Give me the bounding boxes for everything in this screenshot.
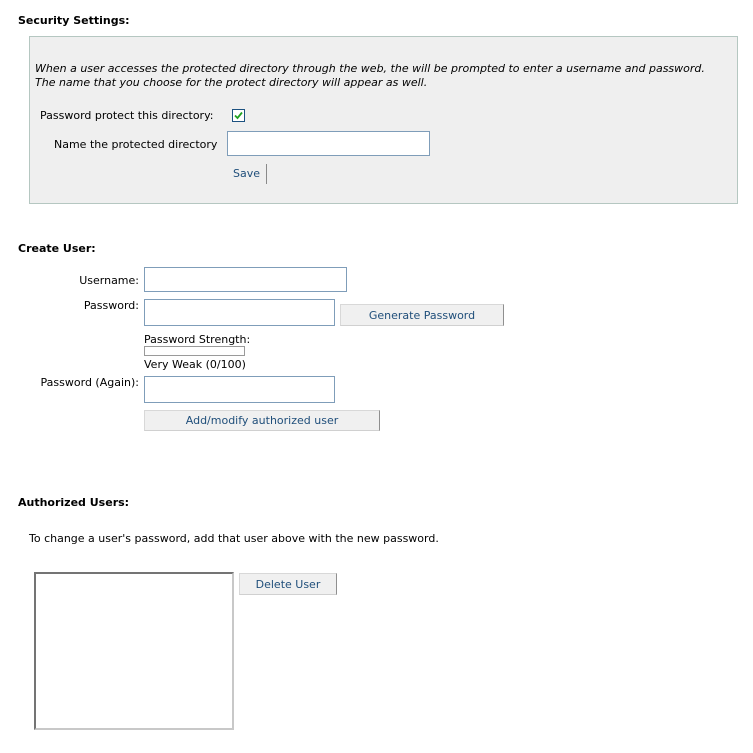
delete-user-button[interactable]: Delete User [239,573,337,595]
username-label: Username: [79,274,139,287]
protect-directory-checkbox[interactable] [232,109,245,122]
password-strength-bar [144,346,245,356]
protect-directory-label: Password protect this directory: [40,109,214,122]
password-again-input[interactable] [144,376,335,403]
generate-password-button[interactable]: Generate Password [340,304,504,326]
directory-name-input[interactable] [227,131,430,156]
add-modify-user-button[interactable]: Add/modify authorized user [144,410,380,431]
password-strength-label: Password Strength: [144,333,251,346]
security-description-line-1: When a user accesses the protected directory through the web, the will be prompted to enter a username and password. [35,62,705,75]
save-button[interactable]: Save [233,164,267,184]
authorized-users-title: Authorized Users: [18,496,130,509]
security-description-line-2: The name that you choose for the protect directory will appear as well. [35,76,428,89]
authorized-users-listbox[interactable] [34,572,234,730]
password-strength-text: Very Weak (0/100) [144,358,246,371]
password-input[interactable] [144,299,335,326]
security-settings-title: Security Settings: [18,14,130,27]
create-user-title: Create User: [18,242,96,255]
change-password-info: To change a user's password, add that user above with the new password. [29,532,439,545]
directory-name-label: Name the protected directory [54,138,218,151]
security-description [35,62,735,90]
checkmark-icon [234,111,243,120]
password-again-label: Password (Again): [40,376,139,389]
password-label: Password: [83,299,139,312]
username-input[interactable] [144,267,347,292]
